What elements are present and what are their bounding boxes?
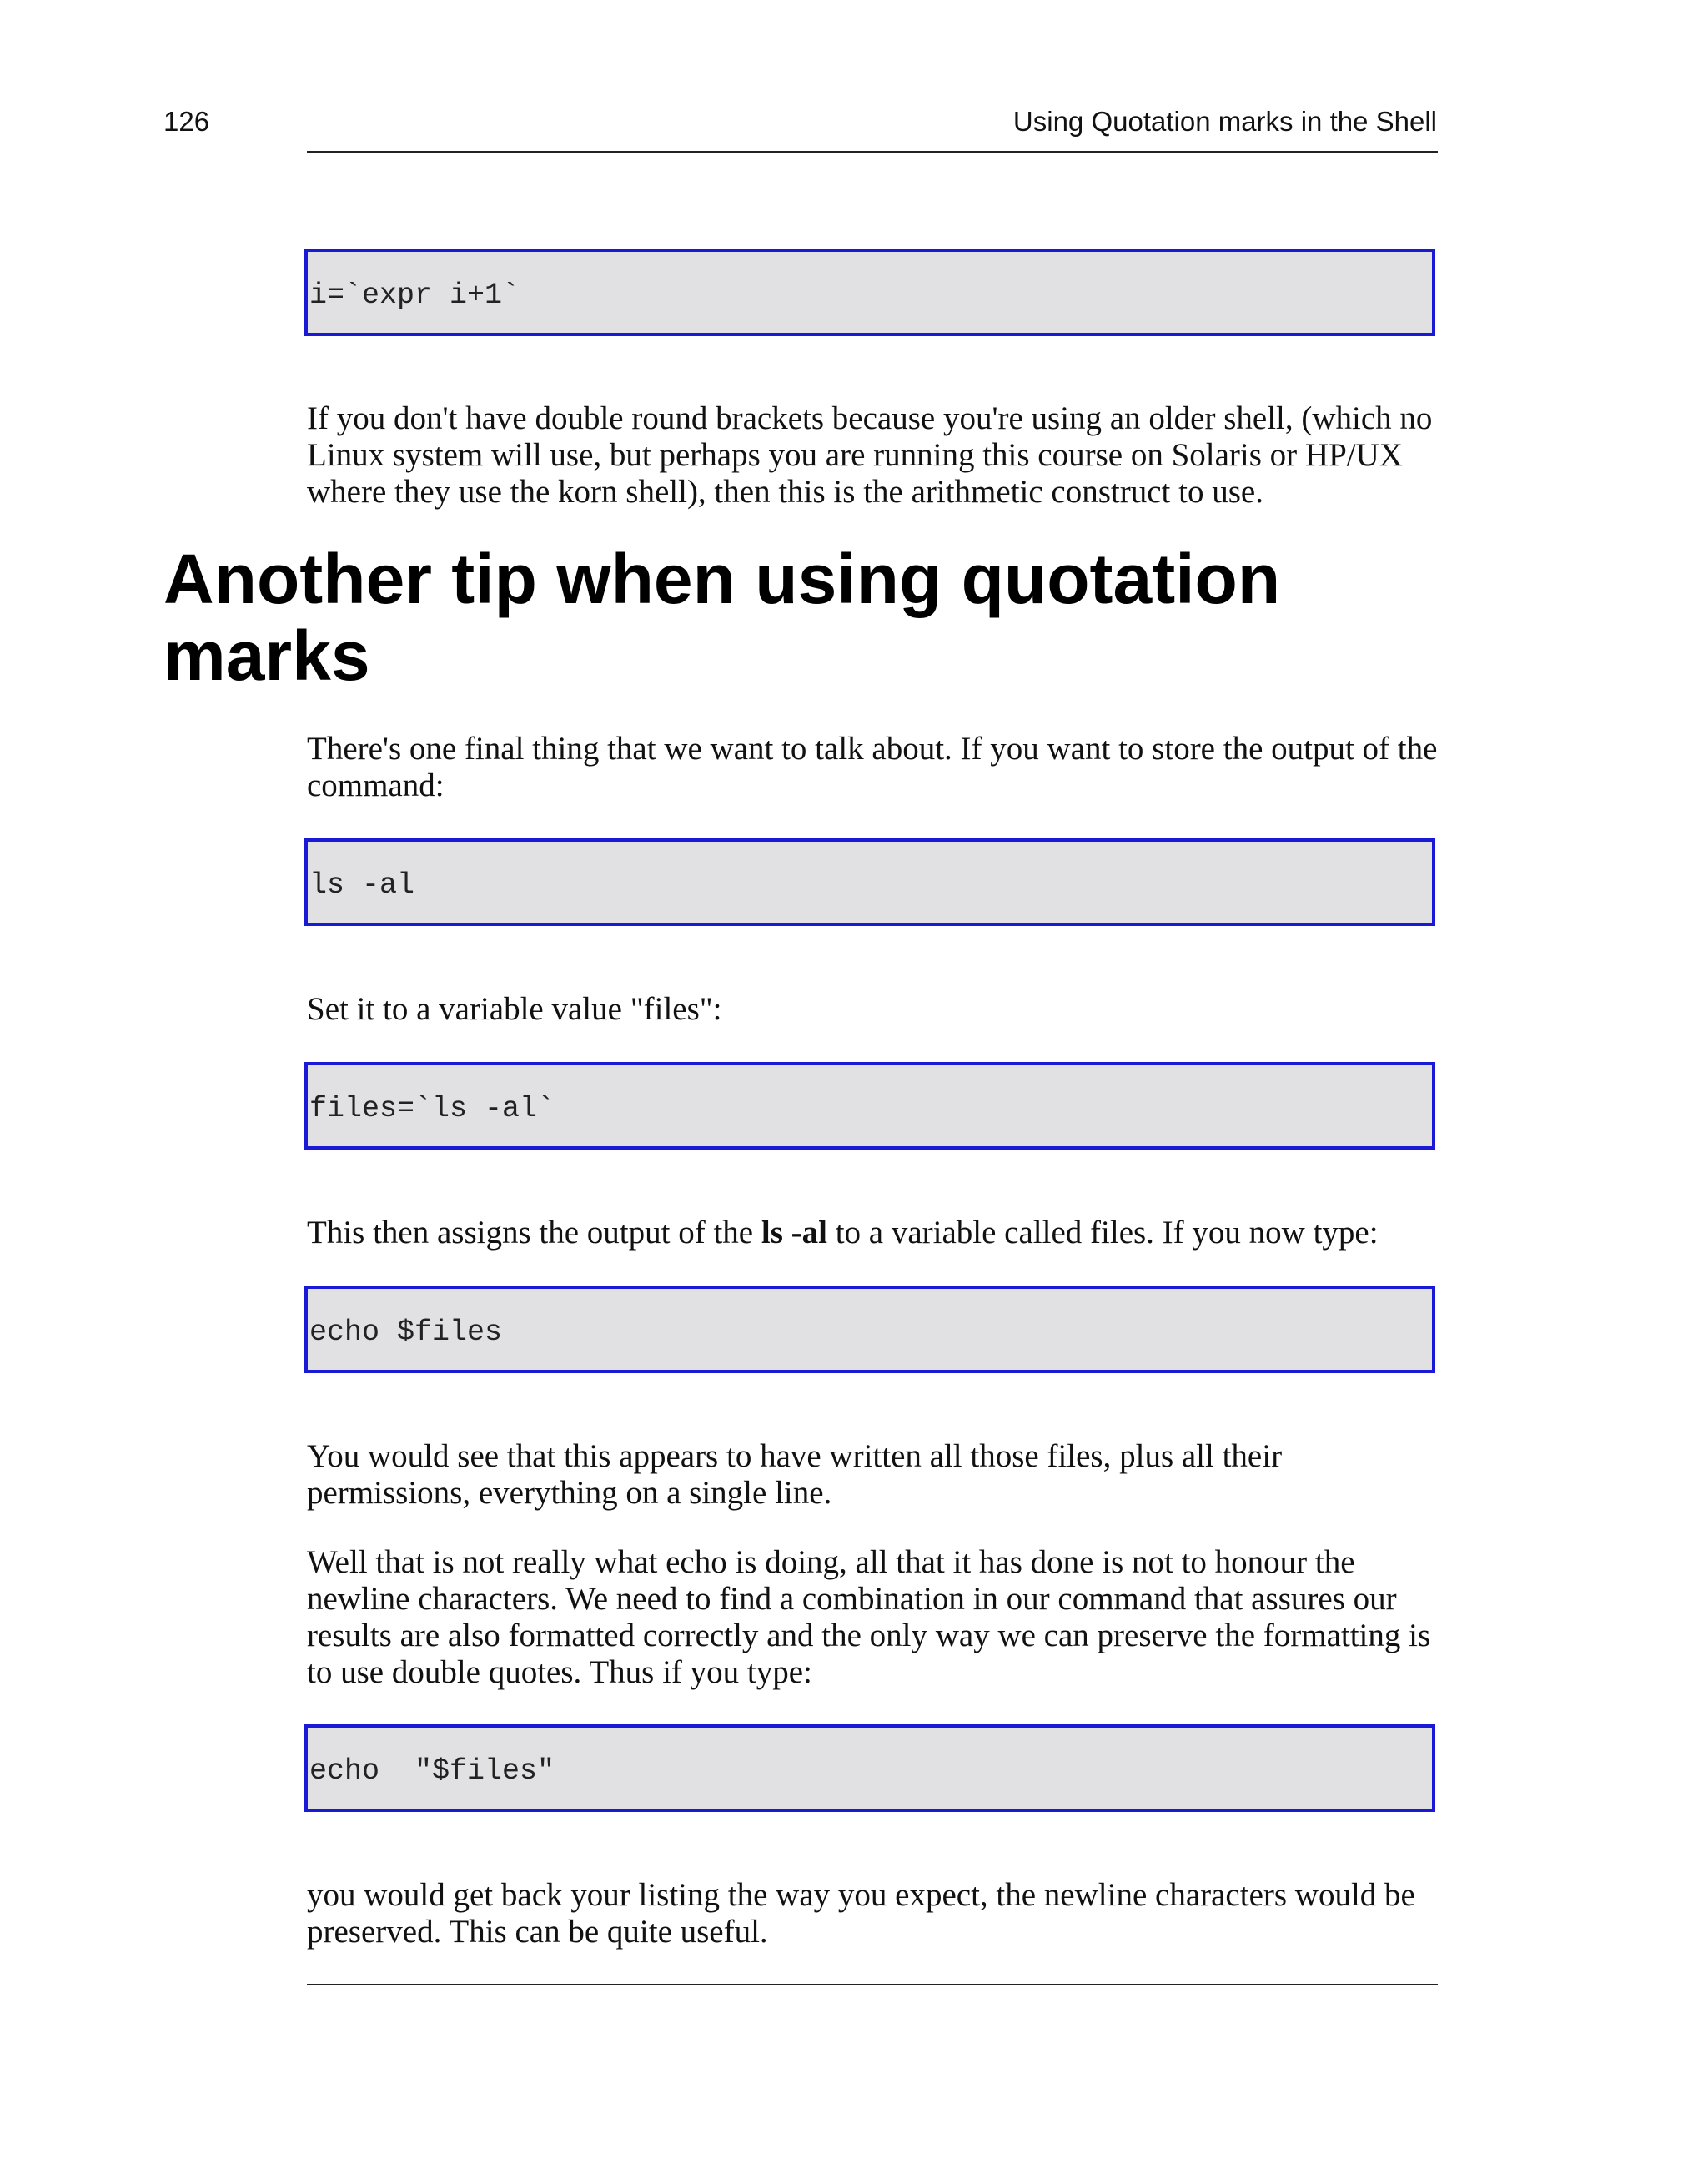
paragraph-assign bbox=[307, 1215, 1449, 1251]
footer-rule bbox=[307, 1984, 1438, 1985]
paragraph-assign-text-1: This then assigns the output of the bbox=[307, 1215, 761, 1251]
header-rule bbox=[307, 151, 1438, 153]
paragraph-assign-text-2: to a variable called files. If you now type: bbox=[826, 1215, 1379, 1251]
paragraph-older-shell: If you don't have double round brackets because you're using an older shell, (which no Linux system will use, but perhaps you are running this course on Solaris or HP/UX where they use the korn shell), then this is the arithmetic construct to use. bbox=[307, 400, 1433, 510]
code-block-echo-quoted: echo "$files" bbox=[304, 1724, 1435, 1812]
code-block-ls: ls -al bbox=[304, 838, 1435, 926]
section-heading-line-1: Another tip when using quotation bbox=[163, 540, 1281, 618]
code-block-files-assign: files=`ls -al` bbox=[304, 1062, 1435, 1150]
code-block-echo-files: echo $files bbox=[304, 1286, 1435, 1373]
paragraph-final-thing: There's one final thing that we want to talk about. If you want to store the output of the command: bbox=[307, 731, 1438, 803]
running-header: Using Quotation marks in the Shell bbox=[1012, 106, 1437, 137]
code-block-expr: i=`expr i+1` bbox=[304, 249, 1435, 336]
paragraph-preserved: you would get back your listing the way you expect, the newline characters would be preserved. This can be quite useful. bbox=[307, 1877, 1415, 1950]
section-heading-line-2: marks bbox=[163, 616, 370, 695]
paragraph-single-line: You would see that this appears to have written all those files, plus all their permissions, everything on a single line. bbox=[307, 1438, 1283, 1511]
paragraph-not-really: Well that is not really what echo is doing, all that it has done is not to honour the newline characters. We need to find a combination in our command that assures our results are also formatted correctly and the only way we can preserve the formatting is to use double quotes. Thus if you type: bbox=[307, 1544, 1431, 1690]
page-number: 126 bbox=[163, 106, 210, 137]
paragraph-set-variable: Set it to a variable value "files": bbox=[307, 991, 722, 1027]
section-heading bbox=[163, 541, 1414, 694]
inline-command-ls-al: ls -al bbox=[761, 1215, 827, 1251]
